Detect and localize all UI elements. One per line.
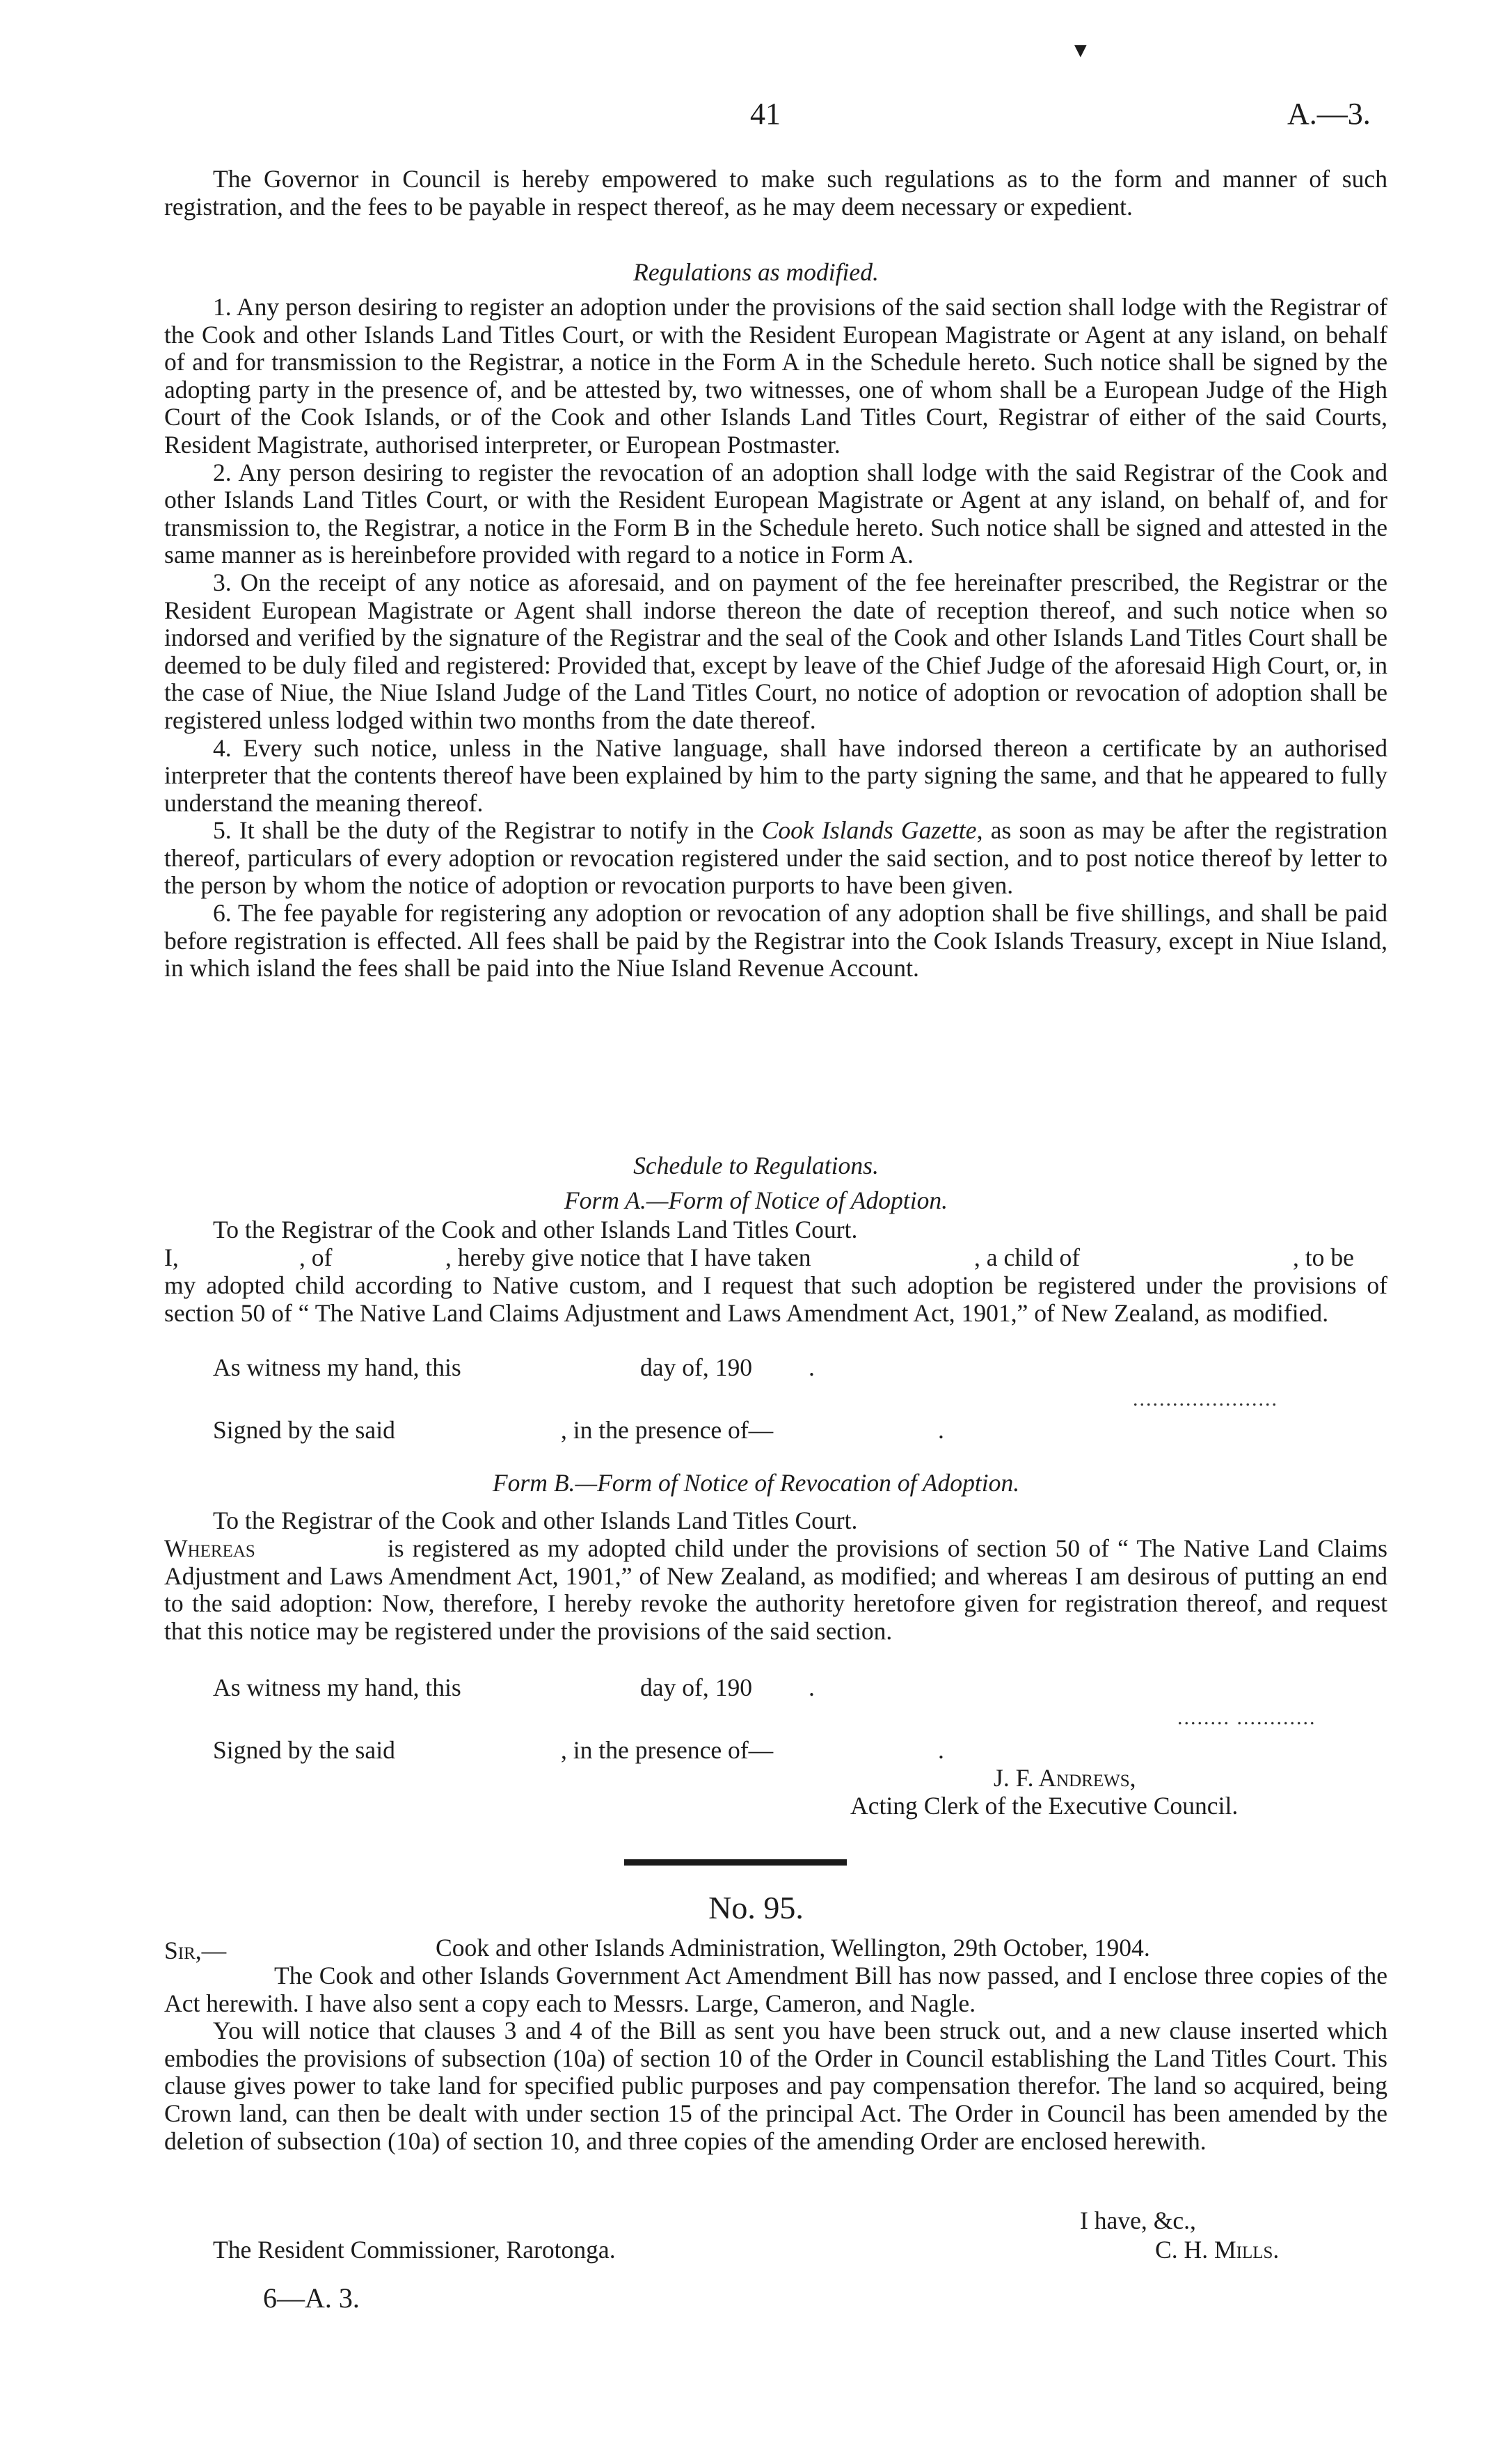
regulation-5 [164,817,1387,900]
form-b-text: is registered as my adopted child under the provisions of section 50 of “ The Native Land Claims Adjustment and Laws Amendment Act, 1901,” of New Zealand, as modified; and whereas I am desirous of putting an end to the said adoption: Now, therefore, I hereby revoke the authority heretofore given for registration thereof, and request that this notice may be registered under the provisions of the said section. [164,1534,1387,1645]
form-b-witness-c: . [809,1673,815,1701]
form-a-witness-c: . [809,1353,815,1381]
form-a-rest: my adopted child according to Native custom, and I request that such adoption be registered under the provisions of section 50 of “ The Native Land Claims Adjustment and Laws Amendment Act, 1901,” of New Zealand, as modified. [164,1271,1387,1327]
regulations-list [164,294,1387,983]
regulation-2: 2. Any person desiring to register the revocation of an adoption shall lodge with the said Registrar of the Cook and other Islands Land Titles Court, or with the Resident European Magistrate or Agent at any island, on behalf of, and for transmission to, the Registrar, a notice in the Form B in the Schedule hereto. Such notice shall be signed and attested in the same manner as is hereinbefore provided with regard to a notice in Form A. [164,458,1387,569]
regulation-5-after: , as soon as may be after the registration thereof, particulars of every adoption or revocation registered under the said section, and to post notice thereof by letter to the person by whom the notice of adoption or revocation purports to have been given. [164,816,1387,900]
letter-body [164,1962,1387,2155]
form-a-witness-b: day of, 190 [640,1353,753,1381]
letter-dateline: Cook and other Islands Administration, Wellington, 29th October, 1904. [436,1934,1150,1962]
form-b-whereas: Whereas [164,1534,255,1562]
form-a-line1-c: , hereby give notice that I have taken [445,1243,811,1271]
letter-closing: I have, &c., [1080,2206,1196,2234]
section-divider [624,1859,847,1866]
form-b-addressee: To the Registrar of the Cook and other Islands Land Titles Court. [213,1506,858,1534]
form-a-addressee: To the Registrar of the Cook and other Islands Land Titles Court. [213,1216,858,1243]
form-a-witness-a: As witness my hand, this [213,1353,461,1381]
letter-paragraph-2: You will notice that clauses 3 and 4 of the Bill as sent you have been struck out, and a new clause inserted which embodies the provisions of subsection (10a) of section 10 of the Order in Council establishing the Land Titles Court. This clause gives power to take land for specified public purposes and pay compensation therefor. The land so acquired, being Crown land, can then be dealt with under section 15 of the principal Act. The Order in Council has been amended by the deletion of subsection (10a) of section 10, and three copies of the amending Order are enclosed herewith. [164,2017,1387,2155]
page-number: 41 [750,97,781,131]
intro-text: The Governor in Council is hereby empowered to make such regulations as to the form and manner of such registration, and the fees to be payable in respect thereof, as he may deem necessary or expedient. [164,165,1387,221]
form-a-line1-a: I, [164,1243,179,1271]
signatory-name: J. F. Andrews, [994,1764,1136,1792]
regulation-4: 4. Every such notice, unless in the Native language, shall have indorsed thereon a certificate by an authorised interpreter that the contents thereof have been explained by him to the party signing the same, and that he appeared to fully understand the meaning thereof. [164,733,1387,817]
form-b-title: Form B.—Form of Notice of Revocation of Adoption. [492,1469,1020,1497]
form-a-signature-line: ...................... [1133,1387,1278,1410]
form-b-signature-line: ........ ............ [1177,1706,1316,1729]
letter-paragraph-1: The Cook and other Islands Government Act Amendment Bill has now passed, and I enclose three copies of the Act herewith. I have also sent a copy each to Messrs. Large, Cameron, and Nagle. [164,1962,1387,2017]
form-a-title: Form A.—Form of Notice of Adoption. [564,1186,948,1214]
regulations-heading: Regulations as modified. [633,258,879,286]
form-a-line1-d: , a child of [974,1243,1081,1271]
form-b-signed-c: . [938,1736,944,1764]
form-a-signed-b: , in the presence of— [561,1416,774,1444]
regulation-1: 1. Any person desiring to register an adoption under the provisions of the said section shall lodge with the Registrar of the Cook and other Islands Land Titles Court, or with the Resident European Magistrate or Agent at any island, on behalf of and for transmission to the Registrar, a notice in the Form A in the Schedule hereto. Such notice shall be signed by the adopting party in the presence of, and be attested by, two witnesses, one of whom shall be a European Judge of the High Court of the Cook Islands, or of the Cook and other Islands Land Titles Court, Registrar of either of the said Courts, Resident Magistrate, authorised interpreter, or European Postmaster. [164,293,1387,459]
intro-paragraph [164,166,1387,221]
form-b-witness-b: day of, 190 [640,1673,753,1701]
letter-addressee: The Resident Commissioner, Rarotonga. [213,2236,616,2264]
form-b-body [164,1535,1387,1645]
page-footer: 6—A. 3. [263,2282,360,2314]
form-a-signed-a: Signed by the said [213,1416,395,1444]
form-a-signed-c: . [938,1416,944,1444]
regulation-5-gazette: Cook Islands Gazette [761,816,977,845]
signatory-title: Acting Clerk of the Executive Council. [850,1792,1239,1820]
document-reference: A.—3. [1287,97,1371,131]
printer-mark: ▼ [1070,39,1091,62]
schedule-heading: Schedule to Regulations. [633,1152,879,1179]
form-b-signed-a: Signed by the said [213,1736,395,1764]
form-b-body-block [164,1535,1387,1645]
form-a-line1-e: , to be [1293,1243,1354,1271]
letter-signer: C. H. Mills. [1155,2236,1280,2264]
letter-number: No. 95. [708,1890,804,1925]
form-a-line1-b: , of [299,1243,333,1271]
letter-salutation: Sir,— [164,1937,227,1964]
regulation-3: 3. On the receipt of any notice as aforesaid, and on payment of the fee hereinafter prescribed, the Registrar or the Resident European Magistrate or Agent shall indorse thereon the date of reception thereof, and such notice when so indorsed and verified by the signature of the Registrar and the seal of the Cook and other Islands Land Titles Court shall be deemed to be duly filed and registered: Provided that, except by leave of the Chief Judge of the aforesaid High Court, or, in the case of Niue, the Niue Island Judge of the Land Titles Court, no notice of adoption or revocation of adoption shall be registered unless lodged within two months from the date thereof. [164,568,1387,734]
regulation-6: 6. The fee payable for registering any adoption or revocation of any adoption shall be five shillings, and shall be paid before registration is effected. All fees shall be paid by the Registrar into the Cook Islands Treasury, except in Niue Island, in which island the fees shall be paid into the Niue Island Revenue Account. [164,899,1387,983]
form-b-witness-a: As witness my hand, this [213,1673,461,1701]
form-b-signed-b: , in the presence of— [561,1736,774,1764]
regulation-5-before: 5. It shall be the duty of the Registrar to notify in the [213,816,762,845]
form-a-body [164,1272,1387,1327]
